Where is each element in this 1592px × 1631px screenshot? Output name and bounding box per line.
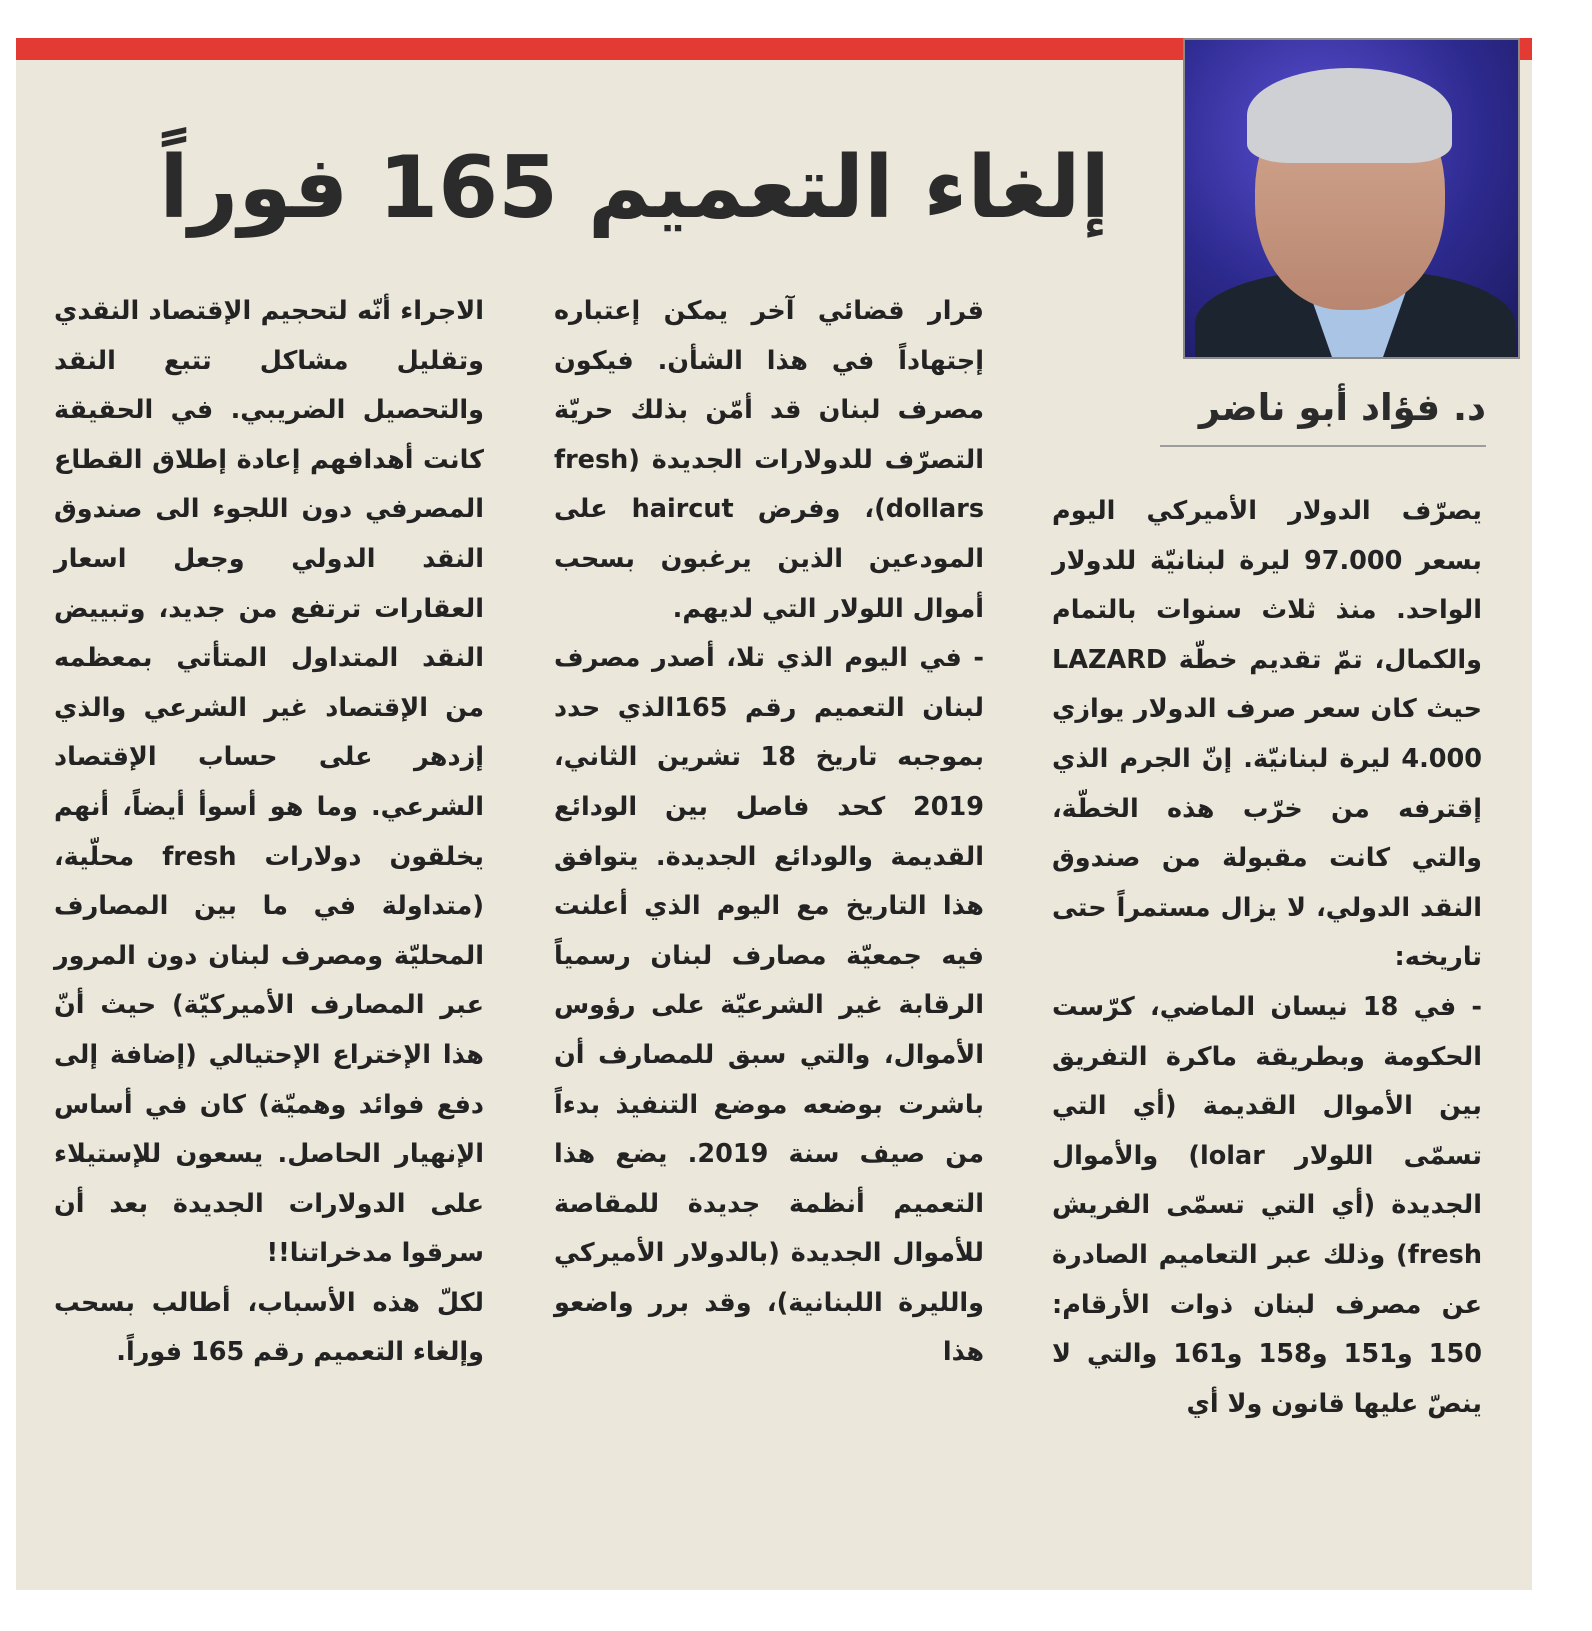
author-photo bbox=[1183, 38, 1520, 359]
author-divider bbox=[1160, 445, 1486, 447]
text-column-right bbox=[1052, 487, 1482, 1429]
paragraph: الاجراء أنّه لتحجيم الإقتصاد النقدي وتقليل مشاكل تتبع النقد والتحصيل الضريبي. في الحقيقة كانت أهدافهم إعادة إطلاق القطاع المصرفي دون اللجوء الى صندوق النقد الدولي وجعل اسعار العقارات ترتفع من جديد، وتبييض النقد المتداول المتأتي بمعظمه من الإقتصاد غير الشرعي والذي إزدهر على حساب الإقتصاد الشرعي. وما هو أسوأ أيضاً، أنهم يخلقون دولارات fresh محلّية، (متداولة في ما بين المصارف المحليّة ومصرف لبنان دون المرور عبر المصارف الأميركيّة) حيث أنّ هذا الإختراع الإحتيالي (إضافة إلى دفع فوائد وهميّة) كان في أساس الإنهيار الحاصل. يسعون للإستيلاء على الدولارات الجديدة بعد أن سرقوا مدخراتنا!! bbox=[54, 296, 484, 1269]
paragraph: لكلّ هذه الأسباب، أطالب بسحب وإلغاء التعميم رقم 165 فوراً. bbox=[54, 1287, 484, 1368]
text-column-left bbox=[54, 287, 484, 1378]
text-column-middle bbox=[554, 287, 984, 1378]
author-name: د. فؤاد أبو ناضر bbox=[1198, 386, 1486, 429]
photo-hair bbox=[1247, 68, 1452, 163]
paragraph: يصرّف الدولار الأميركي اليوم بسعر 97.000 ليرة لبنانيّة للدولار الواحد. منذ ثلاث سنوات بالتمام والكمال، تمّ تقديم خطّة LAZARD حيث كان سعر صرف الدولار يوازي 4.000 ليرة لبنانيّة. إنّ الجرم الذي إقترفه من خرّب هذه الخطّة، والتي كانت مقبولة من صندوق النقد الدولي، لا يزال مستمراً حتى تاريخه: bbox=[1052, 496, 1482, 973]
article-headline: إلغاء التعميم 165 فوراً bbox=[159, 138, 1110, 238]
paragraph: قرار قضائي آخر يمكن إعتباره إجتهاداً في هذا الشأن. فيكون مصرف لبنان قد أمّن بذلك حريّة التصرّف للدولارات الجديدة (fresh dollars)، وفرض haircut على المودعين الذين يرغبون بسحب أموال اللولار التي لديهم. bbox=[554, 296, 984, 624]
paragraph: - في 18 نيسان الماضي، كرّست الحكومة وبطريقة ماكرة التفريق بين الأموال القديمة (أي التي تسمّى اللولار lolar) والأموال الجديدة (أي التي تسمّى الفريش fresh) وذلك عبر التعاميم الصادرة عن مصرف لبنان ذوات الأرقام: 150 و151 و158 و161 والتي لا ينصّ عليها قانون ولا أي bbox=[1052, 991, 1482, 1419]
paragraph: - في اليوم الذي تلا، أصدر مصرف لبنان التعميم رقم 165الذي حدد بموجبه تاريخ 18 تشرين الثاني، 2019 كحد فاصل بين الودائع القديمة والودائع الجديدة. يتوافق هذا التاريخ مع اليوم الذي أعلنت فيه جمعيّة مصارف لبنان رسمياً الرقابة غير الشرعيّة على رؤوس الأموال، والتي سبق للمصارف أن باشرت بوضعه موضع التنفيذ بدءاً من صيف سنة 2019. يضع هذا التعميم أنظمة جديدة للمقاصة للأموال الجديدة (بالدولار الأميركي والليرة اللبنانية)، وقد برر واضعو هذا bbox=[554, 643, 985, 1368]
